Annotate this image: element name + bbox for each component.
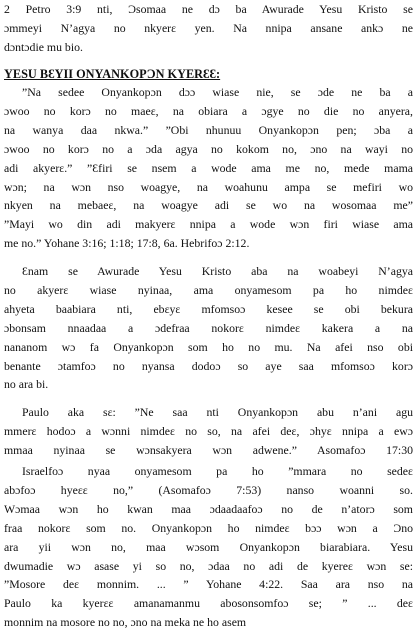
text-line-content: ”Na sedee Onyankopɔn dɔɔ wiase nie, se ɔde ne ba a <box>22 85 413 99</box>
text-line: no ara bi. <box>4 377 49 392</box>
text-line <box>4 403 413 422</box>
text-line: adi akyerɛ.” ”Ɛfiri se nsem a wode ama me no, mede mama <box>4 160 413 175</box>
text-line: ɔwoo no korɔ no a ɔda agya no kokom no, ɔno na wayi no <box>4 141 413 156</box>
text-line <box>4 83 413 102</box>
text-line: wɔn; na wɔn nso woagye, na woahunu ampa se mefiri wo <box>4 179 413 194</box>
paragraph-israel <box>4 462 413 632</box>
text-line: monnim na mosore no no, ɔno na meka ne ho asem <box>4 615 247 630</box>
text-line: me no.” Yohane 3:16; 1:18; 17:8, 6a. Hebrifoɔ 2:12. <box>4 236 250 251</box>
text-line: na wanya daa nkwa.” ”Obi nhunuu Onyankopɔn pen; ɔba a <box>4 122 413 137</box>
text-line: ”Mosore deɛ monnim. ... ” Yohane 4:22. Saa ara nso na <box>4 577 413 592</box>
text-line-content: Israelfoɔ nyaa onyamesom pa ho ”mmara no sedeɛ <box>22 464 413 478</box>
text-line: nkyen na mebaeɛ, na woagye adi se wo na wosomaa me” <box>4 198 413 213</box>
paragraph-mistake <box>4 262 413 394</box>
text-line: abɔfoɔ hyeɛɛ no,” (Asomafoɔ 7:53) nanso woanni so. <box>4 482 413 497</box>
text-line: Paulo ka kyerɛɛ amanamanmu abosonsomfoɔ se; ” ... deɛ <box>4 596 413 611</box>
text-line: fraa nokorɛ som no. Onyankopɔn ho nimdeɛ bɔɔ wɔn a Ɔno <box>4 520 413 535</box>
text-line-content: Ɛnam se Awurade Yesu Kristo aba na woabeyi N’agya <box>22 264 413 278</box>
text-line: ɔwoo no korɔ no maeɛ, na obiara a ɔgye no die no anyera, <box>4 103 413 118</box>
text-line: mmerɛ hodoɔ a wɔnni nimdeɛ no so, na afei deɛ, ɔhyɛ nnipa a ewɔ <box>4 423 413 438</box>
text-line: Wɔmaa wɔn ho kwan maa ɔdaadaafoɔ no de n’atorɔ som <box>4 501 413 516</box>
text-line: ahyeta baabiara nti, ebɛyɛ mfomsoɔ kesee se obi bekura <box>4 301 413 316</box>
text-line: ɔbonsam nnaadaa a ɔdefraa nokorɛ nimdeɛ kakera a na <box>4 320 413 335</box>
intro-paragraph <box>4 0 413 57</box>
paragraph-paulo <box>4 403 413 460</box>
text-line: dɔntɔdie mu bio. <box>4 39 83 54</box>
text-line: dwumadie wɔ asase yi so no, ɔdaa no adi de kyereɛ wɔn se: <box>4 558 413 573</box>
text-line-content: Paulo aka sɛ: ”Ne saa nti Onyankopɔn abu n’ani agu <box>22 405 413 419</box>
text-line: 2 Petro 3:9 nti, Ɔsomaa ne dɔ ba Awurade Yesu Kristo se <box>4 2 413 16</box>
text-line: ”Mayi wo din adi makyerɛ nnipa a wode wɔn firi wiase ama <box>4 217 413 232</box>
text-line: ara yii wɔn no, maa wɔsom Onyankopɔn biarabiara. Yesu <box>4 539 413 554</box>
section-heading: YESU BƐYII ONYANKOPƆN KYERƐƐ: <box>4 67 221 81</box>
text-line: mmaa nyinaa se wɔnsakyera wɔn adwene.” Asomafoɔ 17:30 <box>4 442 413 457</box>
text-line: no akyerɛ wiase nyinaa, ama onyamesom pa ho nimdeɛ <box>4 282 413 297</box>
text-line: ɔmmeyi N’agya no nkyerɛ yen. Na nnipa ansane ankɔ ne <box>4 20 413 35</box>
text-line: nananom wɔ fa Onyankopɔn som ho no mu. Na afei nso obi <box>4 339 413 354</box>
text-line <box>4 262 413 281</box>
text-line <box>4 462 413 481</box>
paragraph-quotes <box>4 83 413 253</box>
text-line: benante ɔtamfoɔ no nyansa dodoɔ so aye saa mfomsoɔ korɔ <box>4 358 413 373</box>
